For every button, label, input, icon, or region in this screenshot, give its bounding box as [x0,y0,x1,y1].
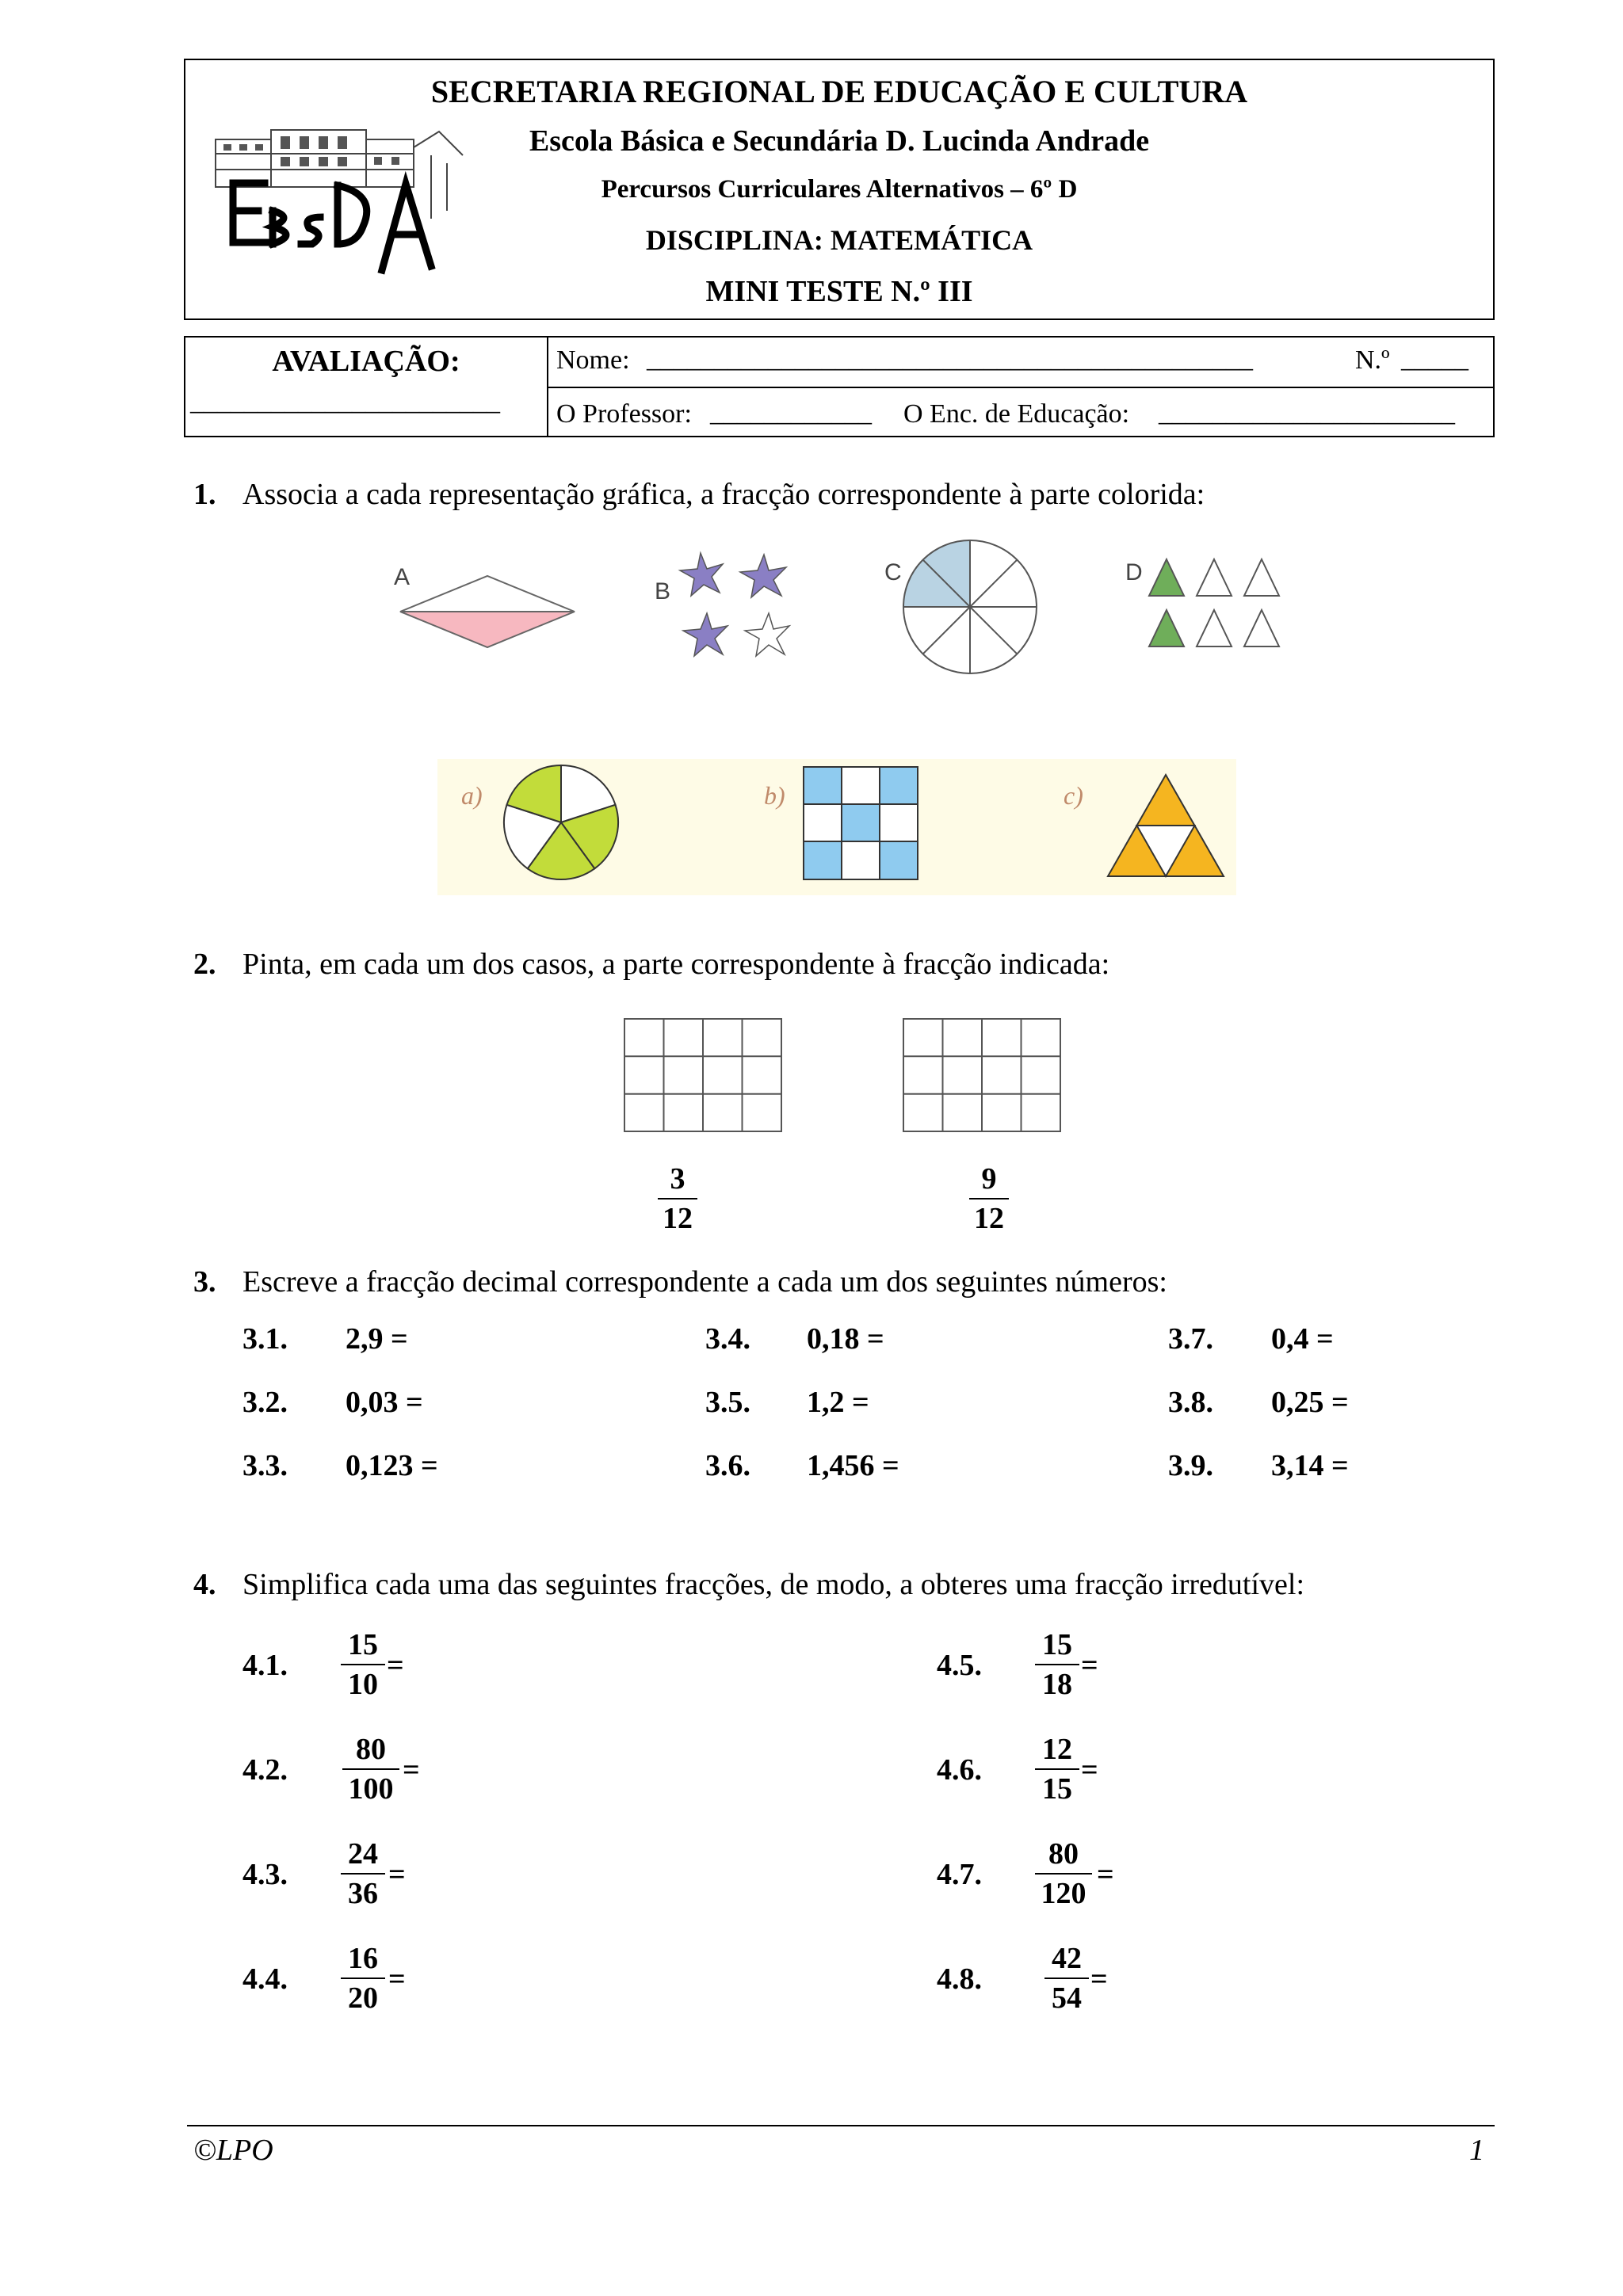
header-line-school: Escola Básica e Secundária D. Lucinda Andrade [529,124,1150,158]
q4-denominator: 120 [1041,1877,1086,1910]
option-c-triangle [1105,772,1227,879]
q3-item-value: 0,03 = [346,1386,423,1419]
q4-fraction [341,1939,385,2017]
q4-numerator: 15 [348,1628,378,1661]
evaluation-label: AVALIAÇÃO: [272,345,460,378]
q3-item-label: 3.7. [1168,1322,1213,1356]
q2-number: 2. [193,948,216,981]
figure-label-a: A [394,564,411,590]
figure-label-c: C [884,559,902,585]
option-a-pie [502,764,620,881]
figure-b-stars [677,547,804,666]
grid-to-paint-2[interactable] [902,1017,1062,1133]
q3-item-label: 3.1. [242,1322,288,1356]
q2-fraction-1-denominator: 12 [663,1202,693,1235]
equals-sign: = [388,1962,406,1996]
q2-fraction-2 [969,1160,1009,1238]
guardian-field[interactable]: ______________________ [1159,398,1455,427]
q4-item-label: 4.1. [242,1649,288,1682]
option-b-grid [802,765,919,881]
figure-label-b: B [655,578,671,605]
q4-item-label: 4.6. [937,1753,982,1787]
header-line-course: Percursos Curriculares Alternativos – 6º D [601,175,1078,204]
q3-item-label: 3.8. [1168,1386,1213,1419]
school-header [184,59,1495,320]
q3-item-value: 3,14 = [1271,1449,1349,1482]
q2-text: Pinta, em cada um dos casos, a parte correspondente à fracção indicada: [242,948,1110,981]
q4-numerator: 80 [1048,1837,1079,1871]
q4-text: Simplifica cada uma das seguintes fracções, de modo, a obteres uma fracção irredutível: [242,1568,1305,1601]
q3-item-value: 2,9 = [346,1322,408,1356]
q3-item-label: 3.5. [705,1386,750,1419]
option-label-c: c) [1064,781,1083,810]
q3-item-value: 0,25 = [1271,1386,1349,1419]
q4-item-label: 4.2. [242,1753,288,1787]
q4-denominator: 10 [348,1668,378,1701]
q3-item-value: 1,456 = [807,1449,899,1482]
q3-item-label: 3.4. [705,1322,750,1356]
figure-d-triangles [1146,555,1285,654]
q4-numerator: 42 [1052,1942,1082,1975]
q4-number: 4. [193,1568,216,1601]
q4-fraction [1035,1835,1092,1913]
info-divider [547,387,1493,388]
q3-item-value: 0,123 = [346,1449,438,1482]
q4-numerator: 24 [348,1837,378,1871]
option-label-a: a) [461,781,483,810]
guardian-label: O Enc. de Educação: [903,399,1130,429]
evaluation-blank[interactable]: _______________________ [190,387,500,416]
teacher-field[interactable]: ____________ [710,398,872,427]
figure-c-circle [902,539,1038,675]
q4-denominator: 54 [1052,1981,1082,2015]
q4-fraction [1035,1730,1079,1808]
number-label: N.º [1355,345,1390,375]
name-label: Nome: [556,345,630,375]
q3-item-label: 3.2. [242,1386,288,1419]
equals-sign: = [1097,1858,1114,1891]
q2-fraction-2-numerator: 9 [981,1162,997,1196]
q3-item-value: 1,2 = [807,1386,869,1419]
figure-label-d: D [1125,559,1143,585]
equals-sign: = [1081,1753,1098,1787]
q4-fraction [342,1730,399,1808]
equals-sign: = [1081,1649,1098,1682]
q4-numerator: 15 [1042,1628,1072,1661]
q3-item-label: 3.6. [705,1449,750,1482]
student-info-box [184,336,1495,437]
header-line-subject: DISCIPLINA: MATEMÁTICA [645,224,1033,256]
q1-text: Associa a cada representação gráfica, a fracção correspondente à parte colorida: [242,478,1205,511]
q3-item-value: 0,4 = [1271,1322,1334,1356]
q2-fraction-1 [658,1160,697,1238]
q4-denominator: 15 [1042,1772,1072,1806]
equals-sign: = [1090,1962,1108,1996]
q2-fraction-1-numerator: 3 [670,1162,685,1196]
q4-numerator: 16 [348,1942,378,1975]
q4-denominator: 18 [1042,1668,1072,1701]
q4-denominator: 36 [348,1877,378,1910]
header-line-test: MINI TESTE N.º III [705,275,973,308]
grid-to-paint-1[interactable] [623,1017,783,1133]
figure-a-rhombus [396,572,579,651]
q4-denominator: 100 [348,1772,394,1806]
q4-fraction [1035,1626,1079,1703]
q3-number: 3. [193,1265,216,1299]
q1-number: 1. [193,478,216,511]
q4-item-label: 4.7. [937,1858,982,1891]
q2-fraction-2-denominator: 12 [974,1202,1004,1235]
q4-fraction [341,1626,385,1703]
q4-numerator: 12 [1042,1733,1072,1766]
q4-fraction [1044,1939,1089,2017]
name-field[interactable]: _____________________________________________ [647,344,1253,373]
teacher-label: O Professor: [556,399,692,429]
equals-sign: = [387,1649,404,1682]
q3-item-value: 0,18 = [807,1322,884,1356]
q4-item-label: 4.8. [937,1962,982,1996]
q4-denominator: 20 [348,1981,378,2015]
q4-item-label: 4.5. [937,1649,982,1682]
q4-item-label: 4.3. [242,1858,288,1891]
page-number: 1 [1469,2134,1484,2167]
q3-text: Escreve a fracção decimal correspondente a cada um dos seguintes números: [242,1265,1167,1299]
footer-author: ©LPO [193,2134,273,2167]
q4-numerator: 80 [356,1733,386,1766]
equals-sign: = [388,1858,406,1891]
evaluation-cell [185,338,548,436]
header-line-secretaria: SECRETARIA REGIONAL DE EDUCAÇÃO E CULTURA [430,74,1248,109]
footer-rule [187,2125,1495,2126]
option-label-b: b) [764,781,785,810]
q3-item-label: 3.9. [1168,1449,1213,1482]
number-field[interactable]: _____ [1401,344,1468,373]
q4-item-label: 4.4. [242,1962,288,1996]
equals-sign: = [403,1753,420,1787]
q3-item-label: 3.3. [242,1449,288,1482]
q4-fraction [341,1835,385,1913]
